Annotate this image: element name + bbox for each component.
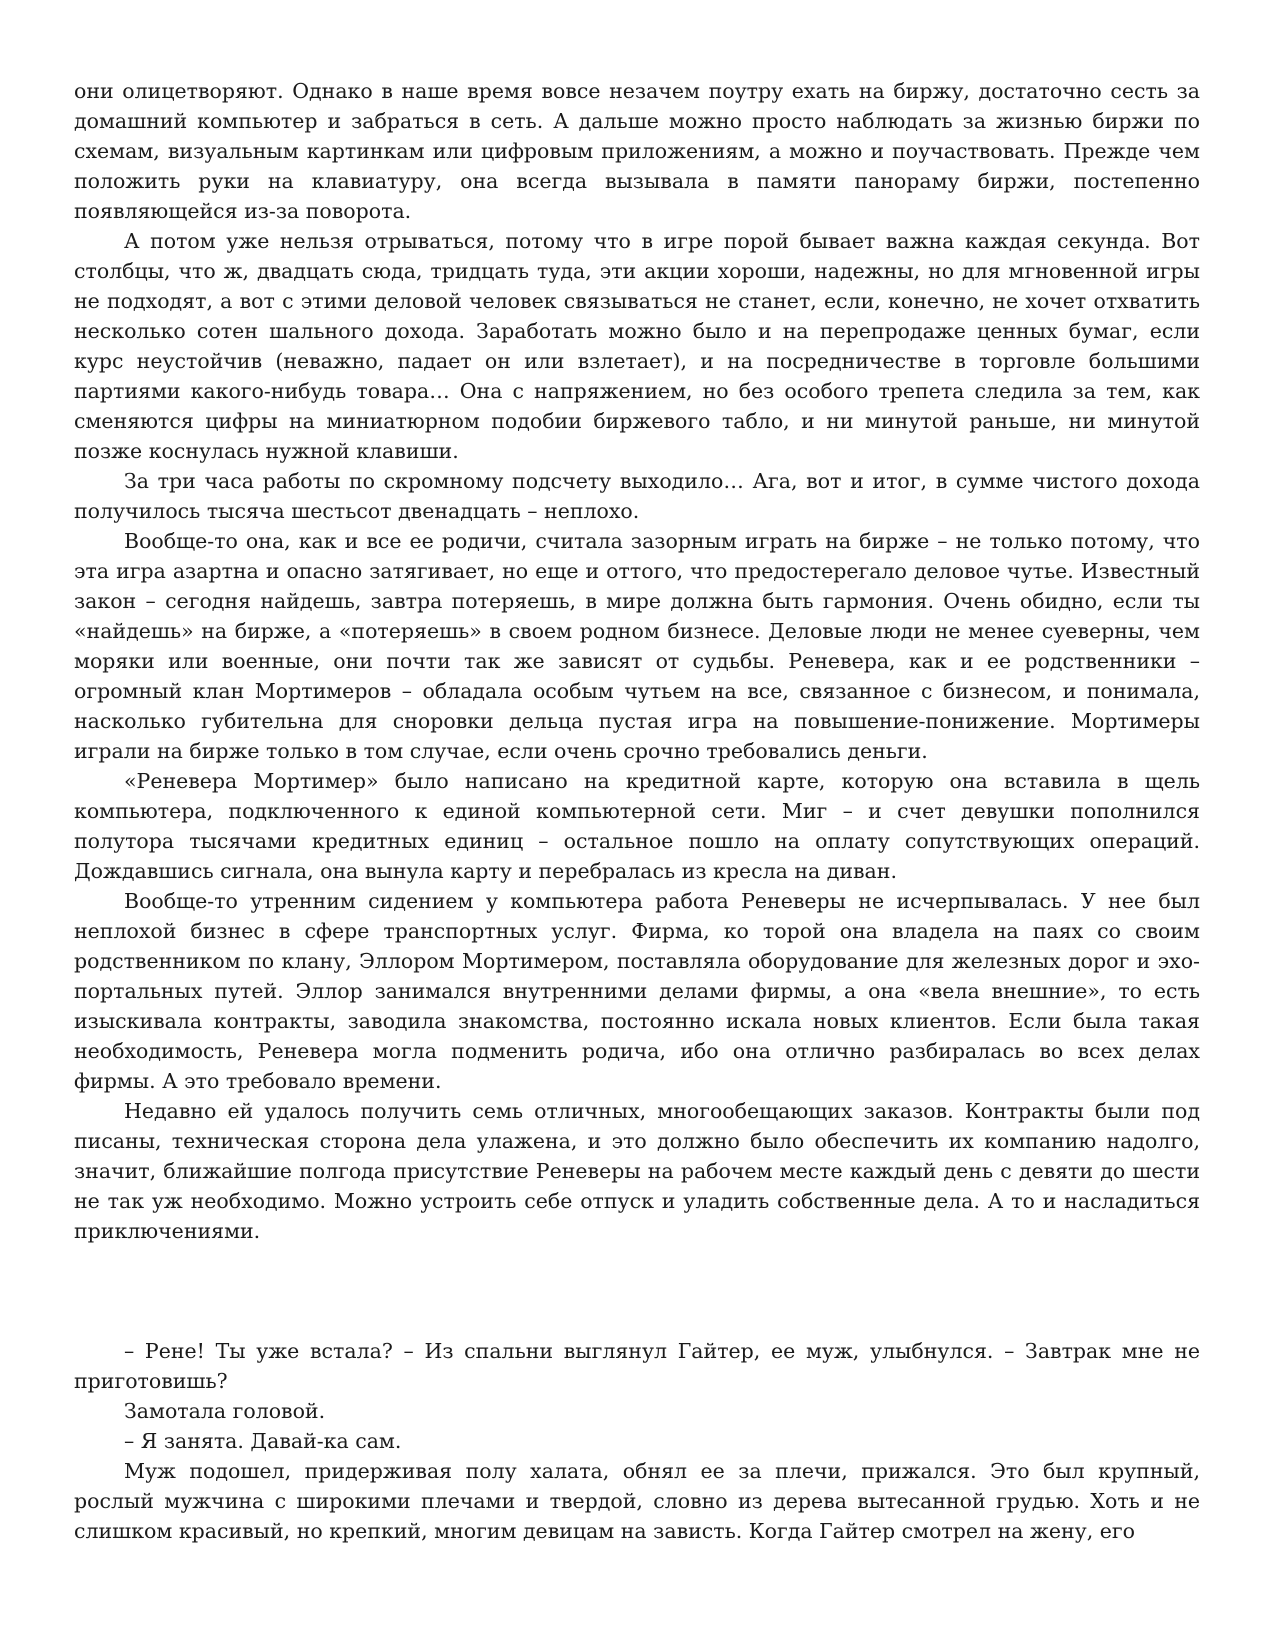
paragraph-4: Вообще-то она, как и все ее родичи, считала зазорным играть на бирже – не только потому, что эта игра азартна и опасно затягивает, но еще и оттого, что предостерегало деловое чутье. Известный закон – сегодня найдешь, завтра потеряешь, в мире должна быть гармония. Очень обидно, если ты «найдешь» на бирже, а «потеряешь» в своем родном бизнесе. Деловые люди не менее суеверны, чем моряки или военные, они почти так же зависят от судьбы. Реневера, как и ее родственники – огромный клан Мортимеров – обладала особым чутьем на все, связанное с бизнесом, и понимала, насколько губительна для сноровки дельца пустая игра на повышение-понижение. Мортимеры играли на бирже только в том случае, если очень срочно требовались деньги. — [74, 529, 1200, 763]
paragraph-2: А потом уже нельзя отрываться, потому что в игре порой бывает важна каждая секунда. Вот столбцы, что ж, двадцать сюда, тридцать туда, эти акции хороши, надежны, но для мгновенной игры не подходят, а вот с этими деловой человек связываться не станет, если, конечно, не хочет отхватить несколько сотен шального дохода. Заработать можно было и на перепродаже ценных бумаг, если курс неустойчив (неважно, падает он или взлетает), и на посредничестве в торговле большими партиями какого-нибудь товара… Она с напряжением, но без особого трепета следила за тем, как сменяются цифры на миниатюрном подобии биржевого табло, и ни минутой раньше, ни минутой позже коснулась нужной клавиши. — [74, 229, 1200, 463]
dialogue-paragraph-3: – Я занята. Давай-ка сам. — [124, 1429, 402, 1453]
dialogue-paragraph-4: Муж подошел, придерживая полу халата, обнял ее за плечи, прижался. Это был крупный, рослый мужчина с широкими плечами и твердой, словно из дерева вытесанной грудью. Хоть и не слишком красивый, но крепкий, многим девицам на зависть. Когда Гайтер смотрел на жену, его — [74, 1459, 1200, 1543]
dialogue-paragraph-2: Замотала головой. — [124, 1399, 326, 1423]
dialogue-paragraph-1: – Рене! Ты уже встала? – Из спальни выглянул Гайтер, ее муж, улыбнулся. – Завтрак мне не приготовишь? — [74, 1339, 1200, 1393]
paragraph-7: Недавно ей удалось получить семь отличных, многообещающих заказов. Контракты были под писаны, техническая сторона дела улажена, и это должно было обеспечить их компанию надолго, значит, ближайшие полгода присутствие Реневеры на рабочем месте каждый день с девяти до шести не так уж необходимо. Можно устроить себе отпуск и уладить собственные дела. А то и насладиться приключениями. — [74, 1099, 1200, 1243]
paragraph-5: «Реневера Мортимер» было написано на кредитной карте, которую она вставила в щель компьютера, подключенного к единой компьютерной сети. Миг – и счет девушки пополнился полутора тысячами кредитных единиц – остальное пошло на оплату сопутствующих операций. Дождавшись сигнала, она вынула карту и перебралась из кресла на диван. — [74, 769, 1200, 883]
document-page — [74, 76, 1200, 1546]
paragraph-6: Вообще-то утренним сидением у компьютера работа Реневеры не исчерпывалась. У нее был неплохой бизнес в сфере транспортных услуг. Фирма, ко торой она владела на паях со своим родственником по клану, Эллором Мортимером, поставляла оборудование для железных дорог и эхо-портальных путей. Эллор занимался внутренними делами фирмы, а она «вела внешние», то есть изыскивала контракты, заводила знакомства, постоянно искала новых клиентов. Если была такая необходимость, Реневера могла подменить родича, ибо она отлично разбиралась во всех делах фирмы. А это требовало времени. — [74, 889, 1200, 1093]
paragraph-3: За три часа работы по скромному подсчету выходило… Ага, вот и итог, в сумме чистого дохода получилось тысяча шестьсот двенадцать – неплохо. — [74, 469, 1200, 523]
paragraph-1: они олицетворяют. Однако в наше время вовсе незачем поутру ехать на биржу, достаточно сесть за домашний компьютер и забраться в сеть. А дальше можно просто наблюдать за жизнью биржи по схемам, визуальным картинкам или цифровым приложениям, а можно и поучаствовать. Прежде чем положить руки на клавиатуру, она всегда вызывала в памяти панораму биржи, постепенно появляющейся из-за поворота. — [74, 79, 1200, 223]
section-break — [74, 1246, 1200, 1336]
